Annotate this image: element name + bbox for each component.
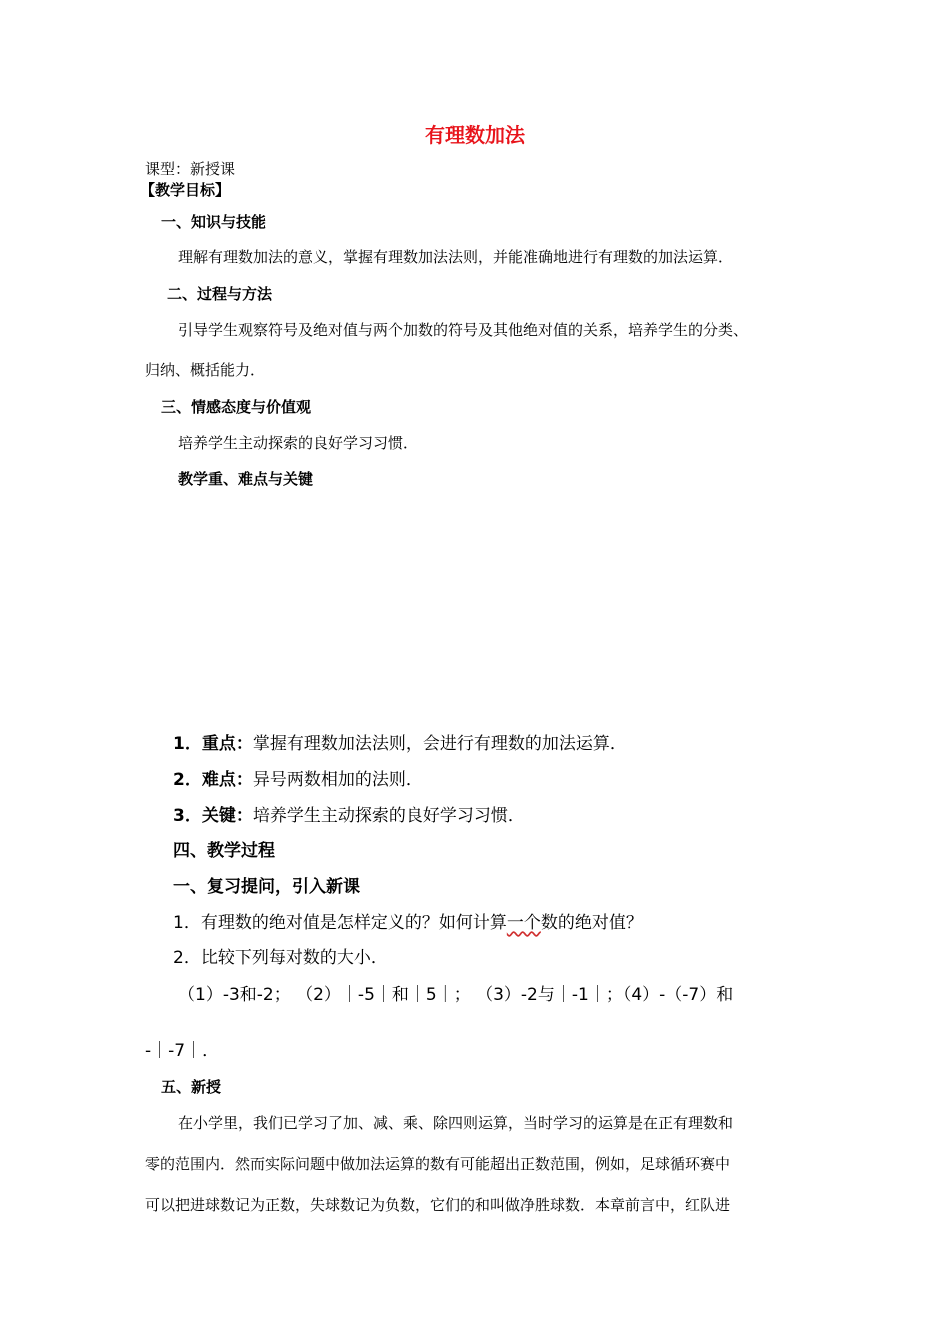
new-lesson-line2: 零的范围内．然而实际问题中做加法运算的数有可能超出正数范围，例如，足球循环赛中	[145, 1155, 731, 1173]
course-type: 课型：新授课	[145, 160, 236, 178]
new-lesson-line3: 可以把进球数记为正数，失球数记为负数，它们的和叫做净胜球数．本章前言中，红队进	[145, 1196, 731, 1214]
question-1	[173, 915, 643, 932]
objectives-header: 【教学目标】	[140, 181, 231, 199]
question-2-continuation: -｜-7｜．	[145, 1041, 220, 1061]
section-heading-process-teaching: 四、教学过程	[173, 841, 275, 861]
section-text-knowledge: 理解有理数加法的意义，掌握有理数加法法则，并能准确地进行有理数的加法运算．	[178, 248, 734, 266]
section-text-process-line1: 引导学生观察符号及绝对值与两个加数的符号及其他绝对值的关系，培养学生的分类、	[178, 321, 749, 339]
question-1-part-b: 一个	[506, 913, 541, 933]
key-point-difficulty-text: 异号两数相加的法则．	[252, 770, 423, 790]
key-point-key-label: 3．关键：	[173, 806, 253, 826]
document-title: 有理数加法	[425, 123, 525, 147]
key-point-focus-text: 掌握有理数加法法则，会进行有理数的加法运算．	[252, 734, 627, 754]
key-point-difficulty	[173, 772, 423, 789]
key-points-header: 教学重、难点与关键	[178, 470, 314, 488]
question-1-part-a: 1．有理数的绝对值是怎样定义的？如何计算	[173, 913, 507, 933]
section-text-process-line2: 归纳、概括能力．	[145, 361, 266, 379]
question-1-part-c: 数的绝对值？	[540, 913, 643, 933]
section-heading-attitude: 三、情感态度与价值观	[161, 398, 312, 416]
section-heading-knowledge: 一、知识与技能	[161, 213, 267, 231]
section-heading-new-lesson: 五、新授	[161, 1078, 222, 1096]
section-text-attitude: 培养学生主动探索的良好学习习惯．	[178, 434, 419, 452]
key-point-difficulty-label: 2．难点：	[173, 770, 253, 790]
key-point-focus-label: 1．重点：	[173, 734, 253, 754]
key-point-key-text: 培养学生主动探索的良好学习习惯．	[252, 806, 525, 826]
section-heading-process: 二、过程与方法	[167, 285, 273, 303]
key-point-key	[173, 808, 525, 825]
question-2: 2．比较下列每对数的大小．	[173, 948, 388, 968]
key-point-focus	[173, 736, 627, 753]
question-2-items: （1）-3和-2； （2）｜-5｜和｜5｜； （3）-2与｜-1｜；（4）-（-7）和	[178, 985, 734, 1005]
subsection-heading-review: 一、复习提问，引入新课	[173, 877, 360, 897]
new-lesson-line1: 在小学里，我们已学习了加、减、乘、除四则运算，当时学习的运算是在正有理数和	[178, 1114, 734, 1132]
